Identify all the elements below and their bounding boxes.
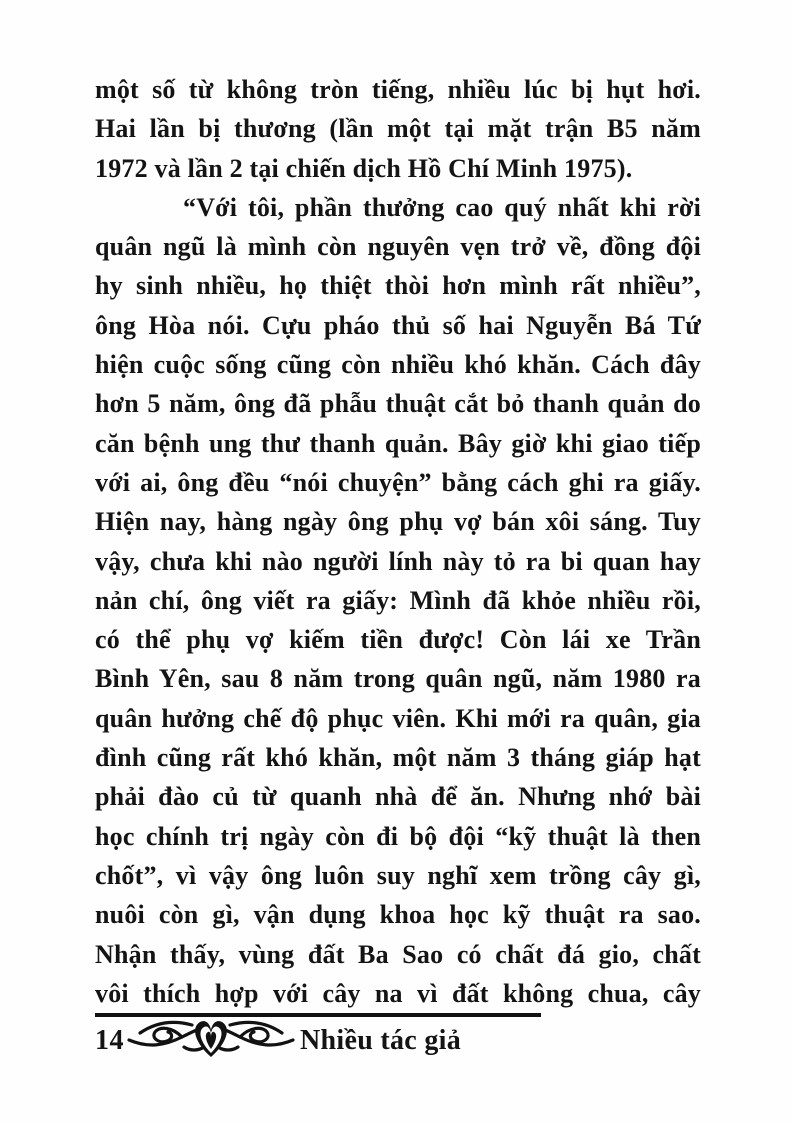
text-line: hơn 5 năm, ông đã phẫu thuật cắt bỏ thanh quản do — [95, 389, 701, 419]
text-line: đình cũng rất khó khăn, một năm 3 tháng giáp hạt — [95, 743, 701, 773]
text-line: phải đào củ từ quanh nhà để ăn. Nhưng nhớ bài — [95, 782, 701, 812]
text-line: với ai, ông đều “nói chuyện” bằng cách ghi ra giấy. — [95, 467, 701, 497]
page-number: 14 — [95, 1025, 124, 1056]
page-text — [95, 70, 701, 1013]
text-line: nuôi còn gì, vận dụng khoa học kỹ thuật ra sao. — [95, 900, 701, 930]
text-line: Nhận thấy, vùng đất Ba Sao có chất đá gio, chất — [95, 939, 701, 969]
text-line: ông Hòa nói. Cựu pháo thủ số hai Nguyễn Bá Tứ — [95, 310, 701, 340]
text-line: học chính trị ngày còn đi bộ đội “kỹ thuật là then — [95, 821, 701, 851]
text-line: quân ngũ là mình còn nguyên vẹn trở về, đồng đội — [95, 232, 701, 262]
text-line: hy sinh nhiều, họ thiệt thòi hơn mình rất nhiều”, — [95, 271, 701, 301]
text-line: hiện cuộc sống cũng còn nhiều khó khăn. Cách đây — [95, 350, 701, 380]
text-line: “Với tôi, phần thưởng cao quý nhất khi rời — [183, 192, 701, 222]
text-line: Hiện nay, hàng ngày ông phụ vợ bán xôi sáng. Tuy — [95, 507, 701, 537]
author-label: Nhiều tác giả — [300, 1025, 462, 1056]
text-line: một số từ không tròn tiếng, nhiều lúc bị hụt hơi. — [95, 75, 701, 104]
text-line: Bình Yên, sau 8 năm trong quân ngũ, năm 1980 ra — [95, 664, 701, 694]
text-line: 1972 và lần 2 tại chiến dịch Hồ Chí Minh 1975). — [95, 153, 633, 183]
floral-ornament-icon — [126, 1013, 296, 1066]
text-line: căn bệnh ung thư thanh quản. Bây giờ khi giao tiếp — [95, 428, 701, 458]
text-line: Hai lần bị thương (lần một tại mặt trận B5 năm — [95, 114, 701, 144]
text-line: nản chí, ông viết ra giấy: Mình đã khỏe nhiều rồi, — [95, 585, 701, 615]
text-line: chốt”, vì vậy ông luôn suy nghĩ xem trồng cây gì, — [95, 860, 701, 890]
text-line: vậy, chưa khi nào người lính này tỏ ra bi quan hay — [95, 546, 701, 576]
text-line: có thể phụ vợ kiếm tiền được! Còn lái xe Trần — [95, 625, 701, 655]
text-line: quân hưởng chế độ phục viên. Khi mới ra quân, gia — [95, 703, 701, 733]
page-footer — [95, 1016, 461, 1066]
text-line: vôi thích hợp với cây na vì đất không chua, cây — [95, 978, 701, 1008]
